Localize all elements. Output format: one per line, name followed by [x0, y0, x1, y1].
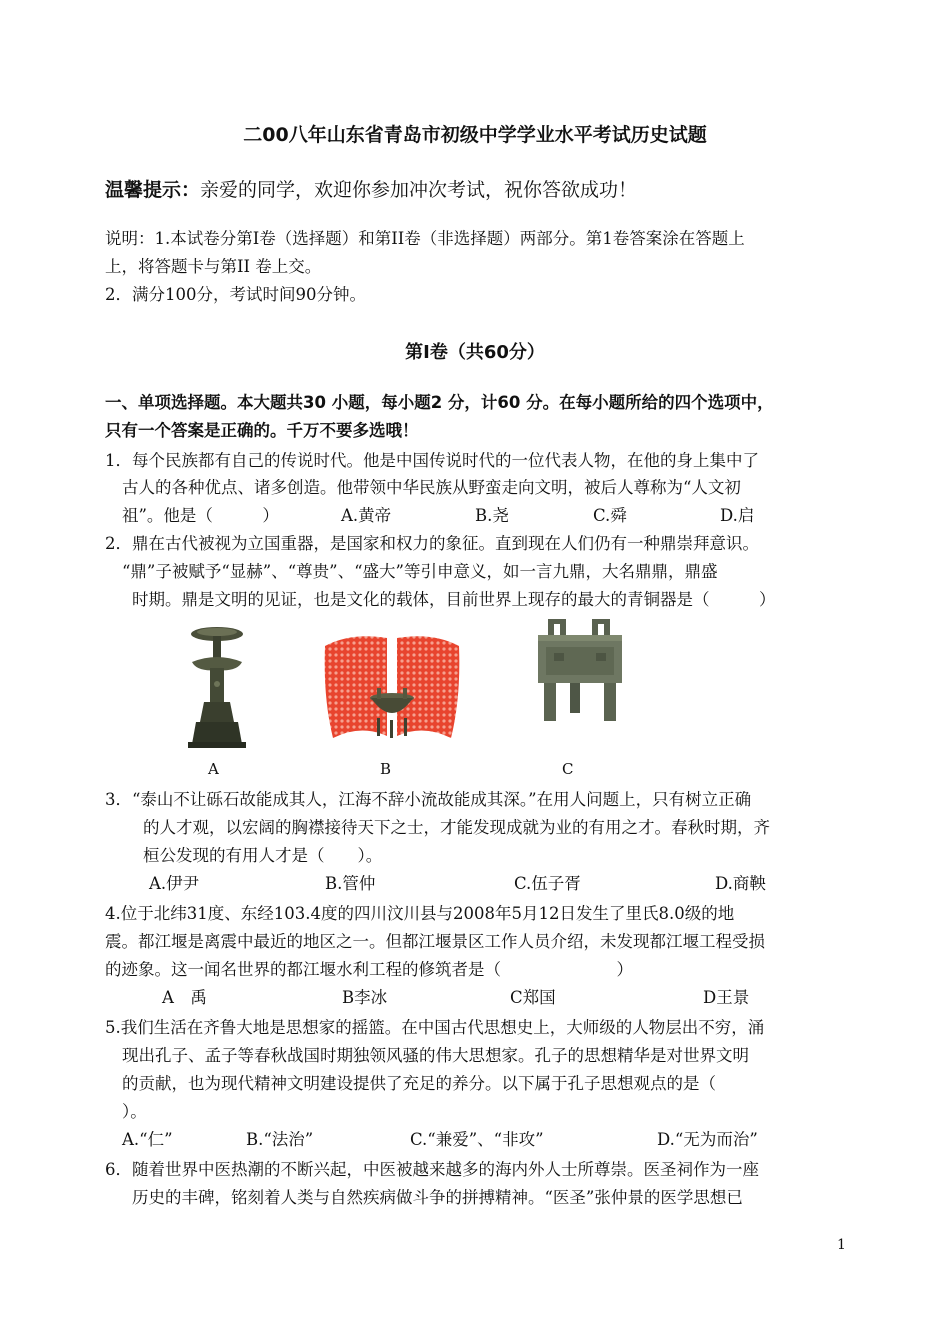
q3-line-2: 的人才观，以宏阔的胸襟接待天下之士，才能发现成就为业的有用之才。春秋时期，齐 [143, 818, 770, 837]
section-instruction-1: 一、单项选择题。本大题共30 小题，每小题2 分，计60 分。在每小题所给的四个选项中， [105, 393, 774, 412]
q5-option-a: A.“仁” [122, 1130, 173, 1149]
tip-label: 温馨提示： [105, 179, 201, 201]
q1-line-1: 1．每个民族都有自己的传说时代。他是中国传说时代的一位代表人物，在他的身上集中了 [105, 451, 759, 470]
q4-line-2: 震。都江堰是离震中最近的地区之一。但都江堰景区工作人员介绍，未发现都江堰工程受损 [105, 932, 765, 951]
q4-line-1: 4.位于北纬31度、东经103.4度的四川汶川县与2008年5月12日发生了里氏8.0级的地 [105, 904, 735, 923]
note-line-2: 上，将答题卡与第II 卷上交。 [105, 257, 322, 276]
bronze-vessel-red-robe-figure [321, 628, 463, 746]
bronze-lamp-figure [182, 622, 252, 750]
part-one-heading: 第Ⅰ卷（共60分） [405, 342, 545, 363]
page-number: 1 [837, 1237, 846, 1253]
q3-option-a: A.伊尹 [149, 874, 200, 893]
q1-line-2: 古人的各种优点、诸多创造。他带领中华民族从野蛮走向文明，被后人尊称为“人文初 [122, 478, 741, 497]
note-line-1: 说明：1.本试卷分第Ⅰ卷（选择题）和第II卷（非选择题）两部分。第1卷答案涂在答题上 [105, 229, 745, 248]
section-instruction-2: 只有一个答案是正确的。千万不要多选哦！ [105, 421, 419, 440]
q5-option-c: C.“兼爱”、“非攻” [410, 1130, 544, 1149]
exam-title: 二00八年山东省青岛市初级中学学业水平考试历史试题 [243, 124, 707, 146]
q6-line-2: 历史的丰碑，铭刻着人类与自然疾病做斗争的拼搏精神。“医圣”张仲景的医学思想已 [132, 1188, 743, 1207]
q5-line-3: 的贡献，也为现代精神文明建设提供了充足的养分。以下属于孔子思想观点的是（ [122, 1074, 716, 1093]
q3-line-3: 桓公发现的有用人才是（ ）。 [143, 846, 383, 865]
tip-text: 亲爱的同学，欢迎你参加冲次考试，祝你答欲成功！ [200, 179, 638, 201]
q3-option-d: D.商鞅 [715, 874, 766, 893]
figure-label-c: C [562, 760, 574, 778]
simuwu-ding-figure [530, 617, 630, 723]
note-line-3: 2．满分100分，考试时间90分钟。 [105, 285, 366, 304]
q3-option-b: B.管仲 [325, 874, 376, 893]
figure-label-b: B [380, 760, 392, 778]
q5-line-2: 现出孔子、孟子等春秋战国时期独领风骚的伟大思想家。孔子的思想精华是对世界文明 [122, 1046, 749, 1065]
q4-option-a: A 禹 [162, 988, 207, 1007]
q2-line-2: “鼎”子被赋予“显赫”、“尊贵”、“盛大”等引申意义，如一言九鼎，大名鼎鼎，鼎盛 [122, 562, 718, 581]
q1-option-b: B.尧 [475, 506, 509, 525]
q5-option-b: B.“法治” [246, 1130, 314, 1149]
q2-line-3: 时期。鼎是文明的见证，也是文化的载体，目前世界上现存的最大的青铜器是（ ） [132, 590, 776, 609]
q5-line-4: ）。 [122, 1102, 147, 1121]
q4-option-d: D王景 [703, 988, 750, 1007]
q1-line-3: 祖”。他是（ ） [122, 506, 279, 525]
q3-option-c: C.伍子胥 [514, 874, 581, 893]
q6-line-1: 6．随着世界中医热潮的不断兴起，中医被越来越多的海内外人士所尊崇。医圣祠作为一座 [105, 1160, 759, 1179]
q5-line-1: 5.我们生活在齐鲁大地是思想家的摇篮。在中国古代思想史上，大师级的人物层出不穷，涌 [105, 1018, 765, 1037]
q2-line-1: 2．鼎在古代被视为立国重器，是国家和权力的象征。直到现在人们仍有一种鼎崇拜意识。 [105, 534, 759, 553]
q4-option-b: B李冰 [342, 988, 388, 1007]
warm-tip [105, 175, 637, 202]
q5-option-d: D.“无为而治” [657, 1130, 758, 1149]
figure-label-a: A [208, 760, 219, 778]
q1-option-a: A.黄帝 [341, 506, 392, 525]
q1-option-c: C.舜 [593, 506, 627, 525]
q4-option-c: C郑国 [510, 988, 556, 1007]
q4-line-3: 的迹象。这一闻名世界的都江堰水利工程的修筑者是（ ） [105, 960, 633, 979]
q1-option-d: D.启 [720, 506, 755, 525]
q3-line-1: 3．“泰山不让砾石故能成其人，江海不辞小流故能成其深。”在用人问题上，只有树立正确 [105, 790, 752, 809]
